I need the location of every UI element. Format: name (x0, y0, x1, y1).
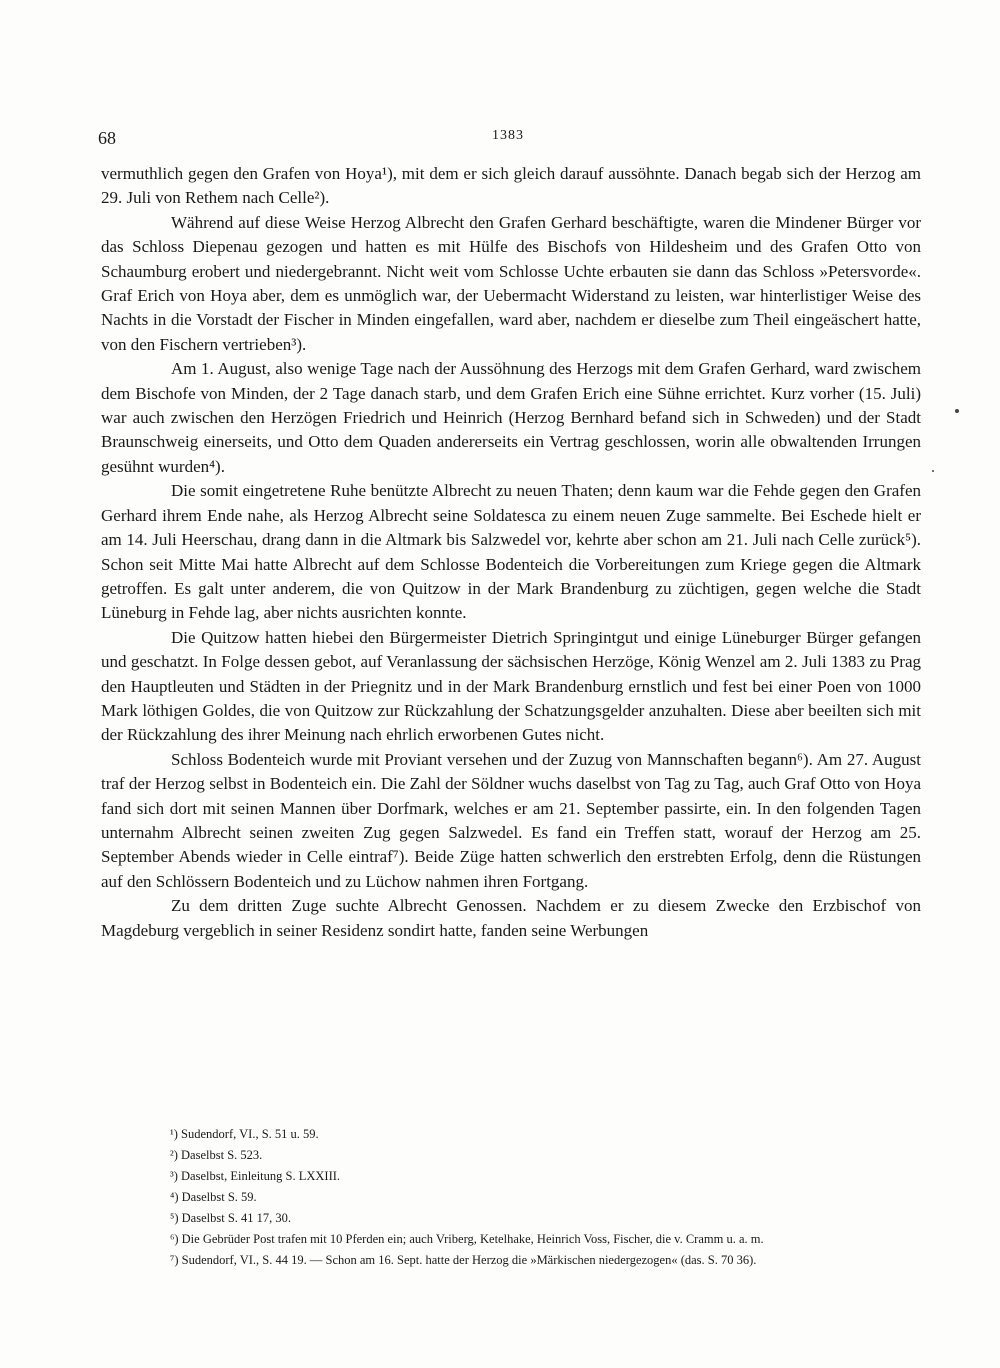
paragraph: Schloss Bodenteich wurde mit Proviant versehen und der Zuzug von Mannschaften begann⁶). Am 27. August traf der Herzog selbst in Bodenteich ein. Die Zahl der Söldner wuchs daselbst von Tag zu Tag, auch Graf Otto von Hoya fand sich dort mit seinen Mannen über Dorfmark, welches er am 21. September passirte, ein. In den folgenden Tagen unternahm Albrecht seinen zweiten Zug gegen Salzwedel. Es fand ein Treffen statt, worauf der Herzog am 25. September Abends wieder in Celle eintraf⁷). Beide Züge hatten schwerlich den erstrebten Erfolg, denn die Rüstungen auf den Schlössern Bodenteich und zu Lüchow nahmen ihren Fortgang. (101, 749, 921, 891)
footnotes (170, 1124, 940, 1271)
paragraph: Zu dem dritten Zuge suchte Albrecht Genossen. Nachdem er zu diesem Zwecke den Erzbischof von Magdeburg vergeblich in seiner Residenz sondirt hatte, fanden seine Werbungen (101, 896, 921, 940)
paragraph: Die somit eingetretene Ruhe benützte Albrecht zu neuen Thaten; denn kaum war die Fehde gegen den Grafen Gerhard ihrem Ende nahe, als Herzog Albrecht seine Soldatesca zu einem neuen Zuge sammelte. Bei Eschede hielt er am 14. Juli Heerschau, drang dann in die Altmark bis Salzwedel vor, kehrte aber schon am 21. Juli nach Celle zurück⁵). Schon seit Mitte Mai hatte Albrecht auf dem Schlosse Bodenteich die Vorbereitungen zum Kriege gegen die Altmark getroffen. Es galt unter anderem, die von Quitzow in der Mark Brandenburg zu züchtigen, gegen welche die Stadt Lüneburg in Fehde lag, aber nichts ausrichten konnte. (101, 481, 921, 623)
paragraph: vermuthlich gegen den Grafen von Hoya¹), mit dem er sich gleich darauf aussöhnte. Danach begab sich der Herzog am 29. Juli von Rethem nach Celle²). (101, 164, 921, 208)
paragraph: Die Quitzow hatten hiebei den Bürgermeister Dietrich Springintgut und einige Lüneburger Bürger gefangen und geschatzt. In Folge dessen gebot, auf Veranlassung der sächsischen Herzöge, König Wenzel am 2. Juli 1383 zu Prag den Hauptleuten und Städten in der Priegnitz und in der Mark Brandenburg ernstlich und fest bei einer Poen von 1000 Mark löthigen Goldes, die von Quitzow zur Rückzahlung der Schatzungsgelder anzuhalten. Diese aber beeilten sich mit der Rückzahlung des ihrer Meinung nach ehrlich erworbenen Gutes nicht. (101, 627, 921, 745)
ink-speck (932, 470, 934, 472)
page-header (98, 128, 920, 154)
paragraph: Am 1. August, also wenige Tage nach der Aussöhnung des Herzogs mit dem Grafen Gerhard, ward zwischem dem Bischofe von Minden, der 2 Tage danach starb, und dem Grafen Erich eine Sühne errichtet. Kurz vorher (15. Juli) war auch zwischen den Herzögen Friedrich und Heinrich (Herzog Bernhard befand sich in Schweden) und der Stadt Braunschweig einerseits, und Otto dem Quaden andererseits ein Vertrag geschlossen, worin alle obwaltenden Irrungen gesühnt wurden⁴). (101, 359, 921, 476)
ink-speck (955, 409, 959, 413)
footnote: ⁶) Die Gebrüder Post trafen mit 10 Pferden ein; auch Vriberg, Ketelhake, Heinrich Voss, Fischer, die v. Cramm u. a. m. (170, 1232, 764, 1246)
main-text (101, 162, 921, 943)
footnote: ³) Daselbst, Einleitung S. LXXIII. (170, 1169, 341, 1183)
paragraph: Während auf diese Weise Herzog Albrecht den Grafen Gerhard beschäftigte, waren die Mindener Bürger vor das Schloss Diepenau gezogen und hatten es mit Hülfe des Bischofs von Hildesheim und des Grafen Otto von Schaumburg erobert und niedergebrannt. Nicht weit vom Schlosse Uchte erbauten sie dann das Schloss »Petersvorde«. Graf Erich von Hoya aber, dem es unmöglich war, der Uebermacht Widerstand zu leisten, war hinterlistiger Weise des Nachts in die Vorstadt der Fischer in Minden eingefallen, ward aber, nachdem er dieselbe zum Theil eingeäschert hatte, von den Fischern vertrieben³). (101, 212, 921, 354)
footnote: ⁵) Daselbst S. 41 17, 30. (170, 1211, 292, 1225)
footnote: ⁴) Daselbst S. 59. (170, 1190, 257, 1204)
footnote: ⁷) Sudendorf, VI., S. 44 19. — Schon am 16. Sept. hatte der Herzog die »Märkischen niedergezogen« (das. S. 70 36). (170, 1253, 757, 1267)
footnote: ²) Daselbst S. 523. (170, 1148, 263, 1162)
running-head-year: 1383 (492, 128, 524, 143)
footnote: ¹) Sudendorf, VI., S. 51 u. 59. (170, 1127, 319, 1141)
page-number: 68 (98, 128, 116, 148)
